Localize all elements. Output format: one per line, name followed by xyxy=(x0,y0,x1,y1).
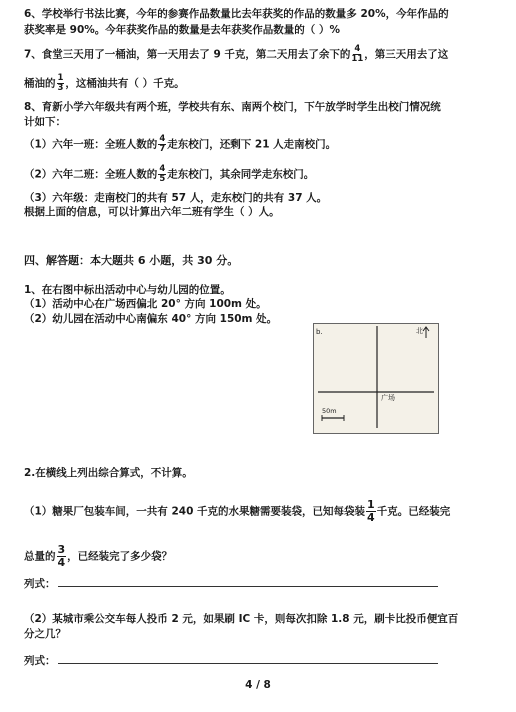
s4q2-p1-text-d: ，已经装完了多少袋？ xyxy=(67,550,173,563)
page-number: 4 / 8 xyxy=(245,679,271,691)
fraction-numerator: 4 xyxy=(159,164,166,174)
fraction-numerator: 3 xyxy=(57,543,66,556)
q8-fraction-4-7 xyxy=(158,135,166,154)
q8-line-1: 8、育新小学六年级共有两个班，学校共有东、南两个校门，下午放学时学生出校门情况统 xyxy=(24,101,441,113)
plaza-label: 广场 xyxy=(381,394,395,402)
fraction-denominator: 4 xyxy=(367,511,375,524)
q7-line-1 xyxy=(24,45,498,64)
q6-line-2: 获奖率是 90%。今年获奖作品的数量是去年获奖作品数量的（ ）% xyxy=(24,24,340,36)
q8-item-2 xyxy=(24,165,498,184)
q7-line-2 xyxy=(24,74,498,93)
s4q2-fraction-1-4 xyxy=(366,499,376,524)
q8-item-2-text-a: （2）六年二班：全班人数的 xyxy=(24,168,158,181)
fraction-denominator: 4 xyxy=(57,556,66,569)
q8-item-1 xyxy=(24,135,498,154)
fraction-numerator: 1 xyxy=(57,73,64,83)
q7-line-2-text-b: ，这桶油共有（ ）千克。 xyxy=(65,77,185,90)
direction-map-drawing xyxy=(314,324,438,433)
q7-line-1-text-b: ，第三天用去了这 xyxy=(364,48,449,61)
fraction-denominator: 11 xyxy=(351,54,364,64)
fraction-denominator: 3 xyxy=(57,83,64,93)
s4q2-p1-text-c: 总量的 xyxy=(24,550,56,563)
q8-item-2-text-b: 走东校门，其余同学走东校门。 xyxy=(167,168,315,181)
north-label: 北 xyxy=(416,327,423,335)
s4q2-p2-answer-line xyxy=(24,653,498,668)
fraction-denominator: 5 xyxy=(159,174,166,184)
q7-fraction-1-3 xyxy=(57,74,65,93)
q8-item-3: （3）六年级：走南校门的共有 57 人，走东校门的共有 37 人。 xyxy=(24,192,328,204)
q7-line-1-text-a: 7、食堂三天用了一桶油，第一天用去了 9 千克，第二天用去了余下的 xyxy=(24,48,351,61)
q8-item-1-text-b: 走东校门，还剩下 21 人走南校门。 xyxy=(167,138,337,151)
q8-item-1-text-a: （1）六年一班：全班人数的 xyxy=(24,138,158,151)
s4q2-p1-text-b: 千克。已经装完 xyxy=(376,505,451,518)
fraction-numerator: 1 xyxy=(367,498,375,511)
q8-line-2: 计如下： xyxy=(24,116,66,128)
s4q2-title: 2.在横线上列出综合算式，不计算。 xyxy=(24,467,193,479)
s4q2-p1-answer-line xyxy=(24,576,498,591)
answer-input-rule[interactable] xyxy=(58,576,438,587)
q6-line-1: 6、学校举行书法比赛，今年的参赛作品数量比去年获奖的作品的数量多 20%，今年作品的 xyxy=(24,8,449,20)
s4q1-title: 1、在右图中标出活动中心与幼儿园的位置。 xyxy=(24,284,231,296)
answer-label: 列式： xyxy=(24,655,56,667)
scale-label: 50m xyxy=(322,407,337,415)
fraction-numerator: 4 xyxy=(354,44,361,54)
s4q1-item-2: （2）幼儿园在活动中心南偏东 40° 方向 150m 处。 xyxy=(24,313,278,325)
s4q2-p2-line-1: （2）某城市乘公交车每人投币 2 元，如果刷 IC 卡，则每次扣除 1.8 元，刷卡比投币便宜百 xyxy=(24,613,459,625)
s4q2-p1-line-2 xyxy=(24,544,498,569)
map-corner-text: b. xyxy=(316,328,323,336)
q7-fraction-4-11 xyxy=(351,45,363,64)
q8-fraction-4-5 xyxy=(158,165,166,184)
q8-conclusion: 根据上面的信息，可以计算出六年二班有学生（ ）人。 xyxy=(24,206,280,218)
answer-input-rule[interactable] xyxy=(58,653,438,664)
s4q1-item-1: （1）活动中心在广场西偏北 20° 方向 100m 处。 xyxy=(24,298,267,310)
s4q2-p2-line-2: 分之几？ xyxy=(24,628,66,640)
section-4-title: 四、解答题：本大题共 6 小题，共 30 分。 xyxy=(24,254,239,267)
s4q2-fraction-3-4 xyxy=(57,544,67,569)
direction-map xyxy=(313,323,439,434)
fraction-denominator: 7 xyxy=(159,144,166,154)
q7-line-2-text-a: 桶油的 xyxy=(24,77,56,90)
s4q2-p1-text-a: （1）糖果厂包装车间，一共有 240 千克的水果糖需要装袋，已知每袋装 xyxy=(24,505,366,518)
answer-label: 列式： xyxy=(24,578,56,590)
fraction-numerator: 4 xyxy=(159,134,166,144)
s4q2-p1-line-1 xyxy=(24,499,498,524)
